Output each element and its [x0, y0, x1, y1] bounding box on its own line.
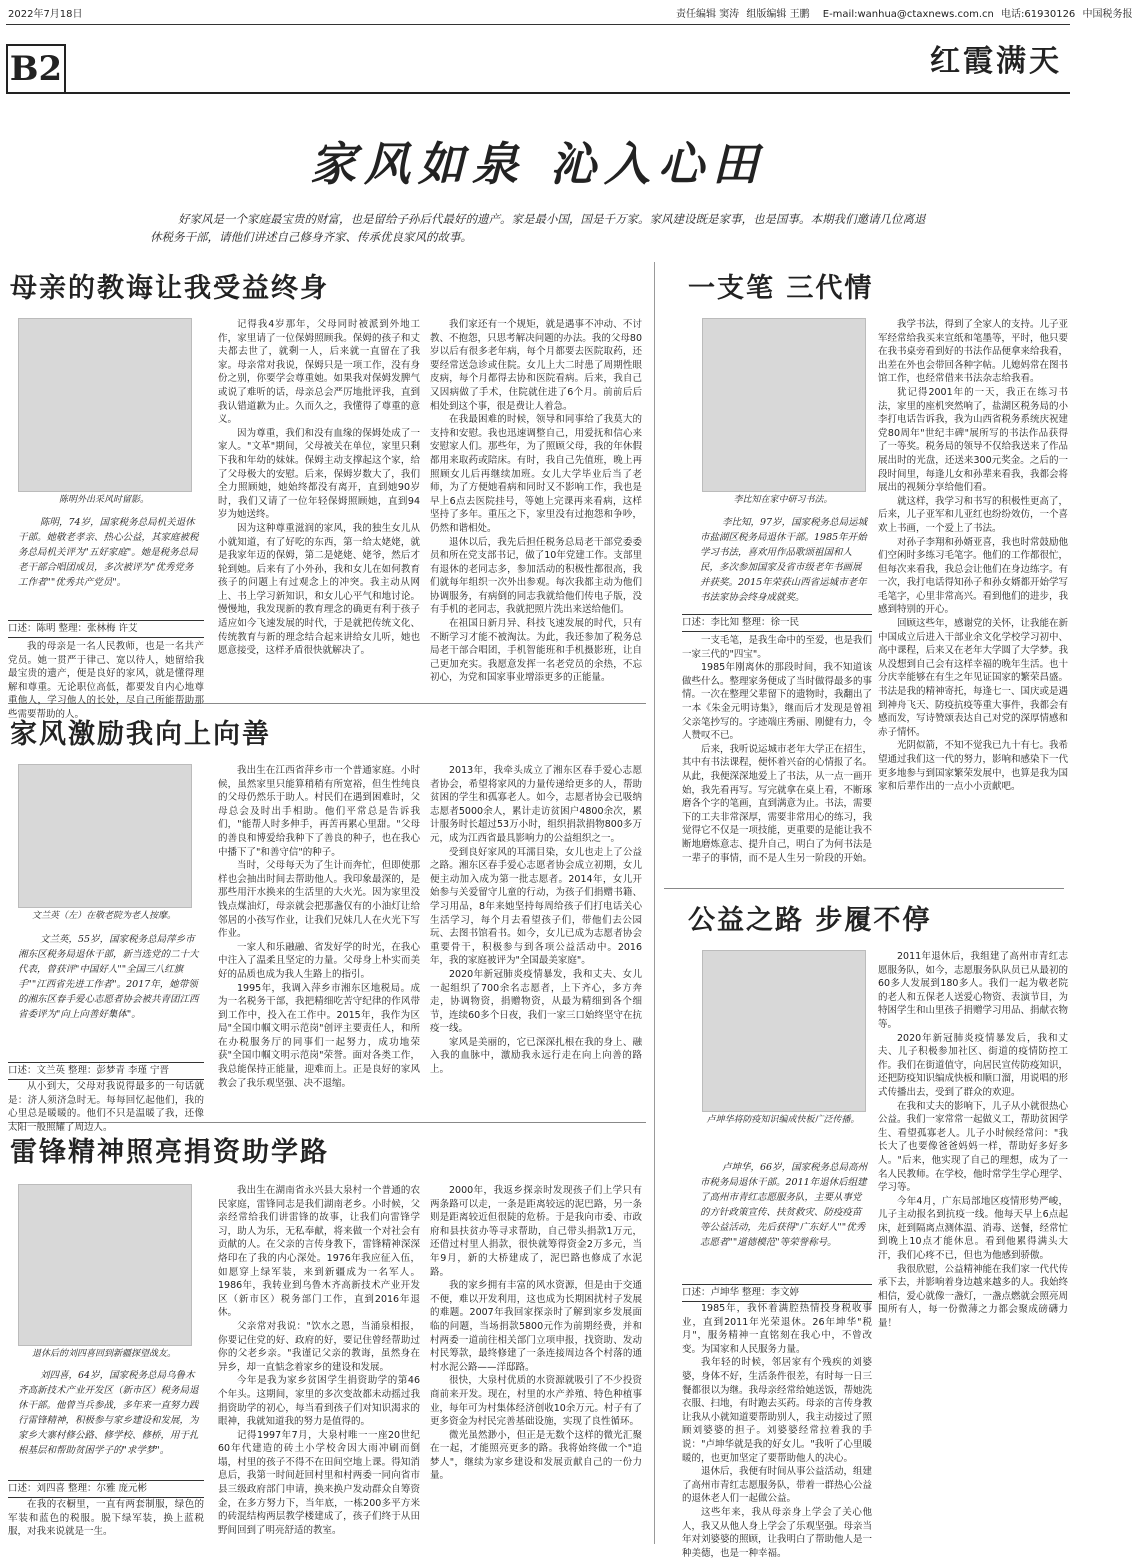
paragraph: 今年4月，广东局部地区疫情形势严峻，儿子主动报名到抗疫一线。他每天早上6点起床，赶到隔离点测体温、消毒、送餐，经常忙到晚上10点才能休息。看到他累得满头大汗，我们心疼不已，但也为他感到骄傲。	[878, 1195, 1069, 1262]
paragraph: 我的家乡拥有丰富的风水资源，但是由于交通不便，难以开发利用，这也成为长期困扰村子发展的难题。2007年我回家探亲时了解到家乡发展面临的问题，当场捐款5800元作为前期经费，并和村两委一道前往相关部门立项申报，找资助、发动村民筹款，最终修建了一条连接周边各个村落的通村水泥公路——洋邸路。	[430, 1280, 642, 1373]
paragraph: 在我的衣橱里，一直有两套制服，绿色的军装和蓝色的税服。脱下绿军装，换上蓝税服，对我来说就是一生。	[8, 1499, 204, 1538]
paragraph: 回顾这些年，感谢党的关怀，让我能在新中国成立后进入干部业余文化学校学习初中、高中课程，后来又在老年大学圆了大学梦。我从没想到自己会有这样幸福的晚年生活。也十分庆幸能够在有生之年见证国家的繁荣昌盛。书法是我的精神寄托，每逢七一、国庆或是遇到神舟飞天、防疫抗疫等重大事件，我都会有感而发，写诗赞颂表达自己对党的深厚情感和赤子情怀。	[878, 618, 1069, 738]
author-bio: 陈明，74岁，国家税务总局机关退休干部。她敬老孝亲、热心公益，其家庭被税务总局机关评为"五好家庭"。她是税务总局老干部合唱团成员，多次被评为"优秀党务工作者""优秀共产党员"。	[18, 517, 199, 588]
email: wanhua@ctaxnews.com.cn	[857, 9, 994, 20]
paragraph: 我很欣慰，公益精神能在我们家一代代传承下去，并影响着身边越来越多的人。我始终相信，爱心就像一盏灯，一盏点燃就会照亮周围所有人，每一份微薄之力都会聚成磅礴力量！	[878, 1263, 1069, 1330]
paragraph: 在我最困难的时候，领导和同事给了我莫大的支持和安慰。我也迅速调整自己，用爱抚和信心来安慰家人们。那些年，为了照顾父母，我的年休假都用来取药或陪床。有时，我自己先值班，晚上再照顾女儿后再继续加班。女儿大学毕业后当了老师，为了方便她看病和同时又不影响工作，我也是早上6点去医院挂号，等她上完课再来看病，这样坚持了多年。重压之下，家里没有过抱怨和争吵，仍然和谐相处。	[430, 414, 642, 534]
paragraph: 我年轻的时候，邻居家有个残疾的刘婆婆，身体不好，生活条件很差，有时每一日三餐都很以为继。我母亲经常给她送饭，帮她洗衣服、扫地，有时跑去买药。母亲的言传身教让我从小就知道要帮助别人，我主动接过了照顾刘婆婆的担子。刘婆婆经常拉着我的手说："卢坤华就是我的好女儿。"我听了心里暖暖的，也更加坚定了要帮助他人的决心。	[682, 1357, 873, 1464]
paragraph: 2020年新冠肺炎疫情暴发，我和丈夫、女儿一起组织了700余名志愿者，上下齐心，多方奔走，协调物资，捐赠物资，从最为精细到各个细节，连续60多个日夜，我们一家三口始终坚守在抗疫一线。	[430, 968, 642, 1035]
paragraph: 在祖国日新月异、科技飞速发展的时代，只有不断学习才能不被淘汰。为此，我还参加了税务总局老干部合唱团，手机智能班和手机摄影班，让自己更加充实。我愿意发挥一名老党员的余热，不忘初心，为党和国家事业增添更多的正能量。	[430, 618, 642, 684]
column-divider	[654, 262, 655, 1544]
article-body	[878, 318, 1068, 884]
paragraph: 1985年刚离休的那段时间，我不知道该做些什么。整理家务便成了当时做得最多的事情。一次在整理父辈留下的遗物时，我翻出了一本《朱金元明诗集》，继而后才发现是曾祖父亲笔抄写的。字迹端庄秀丽、刚健有力，令人赞叹不已。	[682, 662, 873, 742]
email-label: E-mail:	[822, 9, 858, 20]
paragraph: 当时，父母每天为了生计而奔忙，但即使那样也会抽出时间去帮助他人。我印象最深的，是那些用汗水换来的生活里的大火光。因为家里没钱点煤油灯，母亲就会把那盏仅有的小油灯让给邻居的小孩写作业，让我们兄妹几人在火光下写作业。	[218, 860, 420, 940]
article-body	[682, 634, 872, 884]
paragraph: 一支毛笔，是我生命中的至爱，也是我们一家三代的"四宝"。	[682, 635, 873, 660]
paragraph: 犹记得2001年的一天，我正在练习书法，家里的座机突然响了，盐湖区税务局的小李打电话告诉我，我为山西省税务系统庆祝建党80周年"世纪丰碑"展所写的书法作品获得了一等奖。税务局的领导不仅给我送来了作品展出时的光盘，还送来300元奖金。之后的一段时间里，每逢儿女和孙辈来看我，我都会将展出的视频分享给他们看。	[878, 386, 1069, 494]
intro-text: 好家风是一个家庭最宝贵的财富，也是留给子孙后代最好的遗产。家是最小国，国是千万家。家风建设既是家事，也是国事。本期我们邀请几位离退休税务干部，请他们讲述自己修身齐家、传承优良家风的故事。	[150, 212, 926, 244]
paragraph: 光阴似箭，不知不觉我已九十有七。我希望通过我们这一代的努力，影响和感染下一代更多地参与到国家繁荣发展中，也算是我为国家和后辈作出的一点小小贡献吧。	[878, 740, 1069, 793]
paragraph: 一家人和乐融融、省发好学的时光，在我心中注入了温柔且坚定的力量。父母身上朴实而美好的品质也成为我人生路上的指引。	[218, 941, 420, 980]
article-title: 母亲的教诲让我受益终身	[10, 273, 329, 304]
paragraph: 因为这种尊重滋润的家风，我的独生女儿从小就知道，有了好吃的东西，第一给太姥姥，就是我家年迈的保姆，第二是姥姥、姥爷，然后才轮到她。后来有了小外孙，我和女儿在如何教育孩子的问题上有过观念上的冲突。我主动从网上、书上学习新知识，和女儿心平气和地讨论。慢慢地，我发现新的教育理念的确更有利于孩子适应如今飞速发展的时代，于是就把传统文化、传统教育与新的理念结合起来讲给女儿听，她也愿意接受，这样矛盾很快就解决了。	[218, 522, 420, 657]
article-title: 家风激励我向上向善	[10, 719, 271, 750]
photo-caption: 李比知在家中研习书法。	[733, 495, 833, 505]
article-body	[8, 640, 204, 720]
paragraph: 我出生在湖南省永兴县大泉村一个普通的农民家庭，雷锋同志是我们湖南老乡。小时候，父亲经常给我们讲雷锋的故事，让我们向雷锋学习，助人为乐，无私奉献，将来做一个对社会有贡献的人。在父亲的言传身教下，雷锋精神深深烙印在了我的内心深处。1976年我应征入伍，如愿穿上绿军装，来到新疆成为一名军人。1986年，我转业到乌鲁木齐高新技术产业开发区（新市区）税务部门工作，直到2016年退休。	[218, 1185, 420, 1319]
author-bio: 李比知，97岁，国家税务总局运城市盐湖区税务局退休干部。1985年开始学习书法，喜欢用作品歌颂祖国和人民，多次参加国家及省市级老年书画展并获奖。2015年荣获山西省运城市老年书法家协会终身成就奖。	[700, 517, 868, 603]
author-bio: 刘四喜，64岁，国家税务总局乌鲁木齐高新技术产业开发区（新市区）税务局退休干部。他曾当兵参战，多年来一直努力践行雷锋精神，积极参与家乡建设和发展，为家乡大寨村修公路、修学校、修桥，用于扎根基层和帮助贫困学子的"求学梦"。	[18, 1370, 199, 1456]
article-body	[218, 318, 420, 698]
article-body	[218, 764, 420, 1118]
author-bio: 卢坤华，66岁，国家税务总局高州市税务局退休干部。2011年退休后组建了高州市青红志愿服务队，主要从事党的方针政策宣传、扶贫救灾、防疫疫苗等公益活动，先后获得"广东好人""优秀志愿者""道德模范"等荣誉称号。	[700, 1162, 868, 1248]
paragraph: 记得1997年7月，大泉村唯一一座20世纪60年代建造的砖土小学校舍因大雨冲刷而倒塌，村里的孩子不得不在田间空地上课。得知消息后，我第一时间赶回村里和村两委一同向省市县三级政府部门申请，换来换户发动群众自筹资金，在多方努力下，当年底，一栋200多平方米的砖混结构两层教学楼建成了，孩子们终于从田野间回到了明亮舒适的教室。	[218, 1429, 420, 1536]
paragraph: 2000年，我返乡探亲时发现孩子们上学只有两条路可以走，一条是距离较远的泥巴路，另一条则是距离较近但很陡的危桥。于是我向市委、市政府和县扶贫办等寻求帮助，自己带头捐款1万元，还借过村里人捐款，很快就筹得资金2万多元，当年9月，新的大桥建成了，泥巴路也修成了水泥路。	[430, 1185, 642, 1278]
article-photo	[18, 1184, 192, 1346]
paragraph: 对孙子李翔和孙婿亚喜，我也时常鼓励他们空闲时多练习毛笔字。他们的工作都很忙，但每次来看我，我总会让他们在身边练字。有一次，我打电话得知孙子和孙女婿都开始学写毛笔字，心里非常高兴。看到他们的进步，我感到特别的开心。	[878, 536, 1069, 616]
article-body	[430, 318, 642, 698]
photo-caption: 退休后的刘四喜回到新疆探望战友。	[31, 1349, 176, 1359]
paragraph: 家风是美丽的，它已深深扎根在我的身上、融入我的血脉中，激励我永远行走在向上向善的路上。	[430, 1036, 642, 1076]
paragraph: 2011年退休后，我组建了高州市青红志愿服务队，如今，志愿服务队队员已从最初的60多人发展到180多人。我们一起为敬老院的老人和五保老人送爱心物资、表演节目，为特困学生和山里孩子捐赠学习用品、捐献衣物等。	[878, 951, 1069, 1030]
header-info	[676, 9, 1132, 21]
article-body	[878, 950, 1068, 1546]
paragraph: 父亲常对我说："饮水之恩，当涌泉相报，你要记住党的好、政府的好，要记住曾经帮助过你的父老乡亲。"我谨记父亲的教诲，虽然身在异乡，却一直惦念着家乡的建设和发展。	[218, 1320, 420, 1373]
author-bio: 文兰英，55岁，国家税务总局萍乡市湘东区税务局退休干部，新当选党的二十大代表，曾获评"中国好人""全国三八红旗手""江西省先进工作者"。2017年，她带领的湘东区春手爱心志愿者协会被共青团江西省委评为"向上向善好集体"。	[18, 934, 199, 1020]
article-credit: 口述：陈明 整理：张林梅 许艾	[8, 620, 204, 638]
paragraph: 微光虽然渺小，但正是无数个这样的微光汇聚在一起，才能照亮更多的路。我将始终做一个"追梦人"，继续为家乡建设和发展贡献自己的一份力量。	[430, 1429, 642, 1482]
editor-label: 责任编辑	[676, 9, 716, 20]
banner-title: 家风如泉 沁入心田	[309, 137, 766, 191]
paragraph: 这些年来，我从母亲身上学会了关心他人，我又从他人身上学会了乐观坚强。母亲当年对刘婆婆的照顾，让我明白了帮助他人是一种美德，也是一种幸福。	[682, 1506, 873, 1559]
paragraph: 我学书法，得到了全家人的支持。儿子亚军经常给我买来宣纸和笔墨等，平时，他只要在我书桌旁看到好的书法作品便拿来给我看，出差在外也会带回各种字帖。儿媳妈常在图书馆工作，也经常借来书法杂志给我看。	[878, 319, 1069, 385]
paragraph: 我们家还有一个规矩，就是遇事不冲动、不讨教、不抱怨，只思考解决问题的办法。我的父母80岁以后有很多老年病，每个月都要去医院取药，还要经常送急诊或住院。女儿上大二时患了周期性眼皮病，每个月都得去协和医院看病。后来，我自己又因病做了手术，住院就住进了6个月。前前后后相处到这个事，很是费让人着急。	[430, 319, 642, 412]
article-photo	[702, 950, 866, 1112]
header-rule	[6, 24, 1070, 25]
page-number: B2	[6, 44, 66, 94]
article-title: 一支笔 三代情	[688, 273, 874, 304]
photo-caption: 文兰英（左）在敬老院为老人按摩。	[31, 911, 176, 921]
article-photo	[18, 318, 192, 492]
paragraph: 2013年，我牵头成立了湘东区春手爱心志愿者协会，希望将家风的力量传递给更多的人，帮助贫困的学生和孤寡老人。如今，志愿者协会已吸纳志愿者5000余人，累计走访贫困户4800余次，累计服务时长超过53万小时，组织捐款捐物800多万元，成为江西省最具影响力的公益组织之一。	[430, 765, 642, 844]
article-credit: 口述：卢坤华 整理：李文婷	[682, 1284, 872, 1302]
paragraph: 就这样，我学习和书写的积极性更高了，后来，儿子亚军和儿亚红也纷纷效仿，一个喜欢上书画，一个爱上了书法。	[878, 495, 1069, 534]
paragraph: 我的母亲是一名人民教师，也是一名共产党员。她一贯严于律己、宽以待人，她留给我最宝贵的遗产，便是良好的家风，就是懂得理解和尊重。无论职位高低，都要发自内心地尊重他人，学习他人的长处，尽自己所能帮助那些需要帮助的人。	[8, 641, 204, 720]
phone-label: 电话:	[1001, 9, 1025, 20]
paragraph: 1995年，我调入萍乡市湘东区地税局。成为一名税务干部，我把精细吃苦守纪律的作风带到工作中，投入在工作中。2015年，我作为区局"全国巾帼文明示范岗"创评主要责任人，和所在办税服务厅的同事们一起努力，成功地荣获"全国巾帼文明示范岗"荣誉。面对各类工作，我总能保持正能量，迎难而上。正是良好的家风教会了我乐观坚强、决不退缩。	[218, 982, 420, 1089]
article-title: 公益之路 步履不停	[688, 905, 932, 936]
article-photo	[702, 318, 866, 492]
paper-name: 中国税务报	[1082, 9, 1132, 20]
paragraph: 今年是我为家乡贫困学生捐资助学的第46个年头。这期间，家里的多次变故都未动摇过我捐资助学的初心，每当看到孩子们对知识渴求的眼神，我就知道我的努力是值得的。	[218, 1375, 420, 1428]
divider-right-1	[664, 888, 1064, 889]
paragraph: 1985年，我怀着满腔热情投身税收事业，直到2011年光荣退休。26年坤华"税月"，服务精神一直铭刻在我心中，不曾改变。为国家和人民服务力量。	[682, 1303, 872, 1355]
article-title: 雷锋精神照亮捐资助学路	[10, 1137, 329, 1168]
section-title: 红霞满天	[930, 44, 1062, 79]
editor-name: 窦涛	[719, 9, 740, 20]
paragraph: 记得我4岁那年，父母同时被派到外地工作，家里请了一位保姆照顾我。保姆的孩子和丈夫都去世了，就剩一人，后来就一直留在了我家。母亲常对我说，保姆只是一项工作，没有身份之别，你要学会尊重她。如果我对保姆发脾气或说了难听的话，母亲总会严厉地批评我，直到我认错道歉为止。久而久之，我懂得了尊重的意义。	[218, 319, 420, 426]
paragraph: 退休以后，我先后担任税务总局老干部党委委员和所在党支部书记，做了10年党建工作。支部里有退休的老同志多，参加活动的积极性都很高，我们就每年组织一次外出参观。每次我都主动为他们协调服务，有病倒的同志我就给他们传电子版，没有手机的老同志，我就把照片洗出来送给他们。	[430, 536, 642, 616]
masthead-rule	[6, 92, 1070, 94]
article-body	[430, 764, 642, 1118]
article-credit: 口述：刘四喜 整理：尔雅 庞元彬	[8, 1480, 204, 1498]
layout-name: 王鹏	[789, 9, 810, 20]
phone: 61930126	[1024, 9, 1076, 20]
header-date: 2022年7月18日	[8, 9, 83, 20]
photo-caption: 陈明外出采风时留影。	[58, 495, 149, 505]
article-body	[430, 1184, 642, 1546]
paragraph: 从小到大，父母对我说得最多的一句话就是：济人须济急时无。每每回忆起他们，我的心里总是暖暖的。他们不只是温暖了我，还像太阳一般照耀了周边人。	[8, 1081, 204, 1133]
article-credit: 口述：李比知 整理：徐一民	[682, 614, 872, 632]
paragraph: 我出生在江西省萍乡市一个普通家庭。小时候，虽然家里只能算稍稍有所宽裕，但生性纯良的父母仍然乐于助人。村民们在遇到困难时，父母总会及时出手相助。他们平常总是告诉我们，"能帮人时多伸手，再苦再累心里甜。"父母的善良和博爱给我种下了善良的种子，也在我心中播下了"和善守信"的种子。	[218, 765, 420, 858]
article-credit: 口述：文兰英 整理：彭梦青 李瑾 宁晋	[8, 1062, 204, 1080]
paragraph: 受到良好家风的耳濡目染，女儿也走上了公益之路。湘东区春手爱心志愿者协会成立初期，女儿便主动加入成为第一批志愿者。2014年，女儿开始参与关爱留守儿童的行动，为孩子们捐赠书籍、学习用品，8年来她坚持每周给孩子们打电话关心生活学习，每个月去看望孩子们，带他们去公园玩、去图书馆看书。如今，女儿已成为志愿者协会重要骨干，积极参与到各项公益活动中。2016年，我的家庭被评为"全国最美家庭"。	[430, 846, 642, 967]
article-body	[8, 1080, 204, 1133]
photo-caption: 卢坤华将防疫知识编成快板广泛传播。	[706, 1115, 860, 1125]
layout-label: 组版编辑	[746, 9, 787, 20]
paragraph: 因为尊重，我们和没有血缘的保姆处成了一家人。"文革"期间，父母被关在单位，家里只剩下我和年幼的妹妹。保姆主动支撑起这个家，给了父母极大的安慰。后来，保姆岁数大了，我们全力照顾她，她始终都没有离开，直到她90岁时，我们又请了一位年轻保姆照顾她，直到94岁为她送终。	[218, 427, 420, 521]
paragraph: 很快，大泉村优质的水资源就吸引了不少投资商前来开发。现在，村里的水产养殖、特色种植事业，每年可为村集体经济创收10余万元。村子有了更多资金为村民完善基础设施，实现了良性循环。	[430, 1375, 642, 1428]
article-body	[218, 1184, 420, 1546]
article-body	[682, 1302, 873, 1559]
paragraph: 后来，我听说运城市老年大学正在招生，其中有书法课程，便怀着兴奋的心情报了名。从此，我便深深地爱上了书法，从一点一画开始，我先看再写。写完就拿在桌上看，不断琢磨各个字的笔画，直到满意为止。书法，需要下的工夫非常深厚，需要非常用心的练习，我觉得它不仅是一项技能，更重要的是能让我不断地磨炼意志、提升自己，明白了为何书法是一辈子的事情，而不是人生另一阶段的开始。	[682, 743, 873, 864]
article-body	[8, 1498, 204, 1546]
paragraph: 退休后，我便有时间从事公益活动，组建了高州市青红志愿服务队，带着一群热心公益的退休老人们一起做公益。	[682, 1466, 873, 1505]
paragraph: 在我和丈夫的影响下，儿子从小就很热心公益。我们一家常常一起做义工，帮助贫困学生、看望孤寡老人。儿子小时候经常问："我长大了也要像爸爸妈妈一样，帮助好多好多人。"后来，他实现了自己的理想，成为了一名人民教师。在学校，他时常学生学心理学、学习等。	[878, 1100, 1069, 1194]
article-photo	[18, 764, 192, 908]
paragraph: 2020年新冠肺炎疫情暴发后，我和丈夫、儿子积极参加社区、街道的疫情防控工作。我们在街道值守，向居民宣传防疫知识，还把防疫知识编成快板和顺口溜，用说唱的形式传播出去，受到了群众的欢迎。	[878, 1032, 1069, 1098]
